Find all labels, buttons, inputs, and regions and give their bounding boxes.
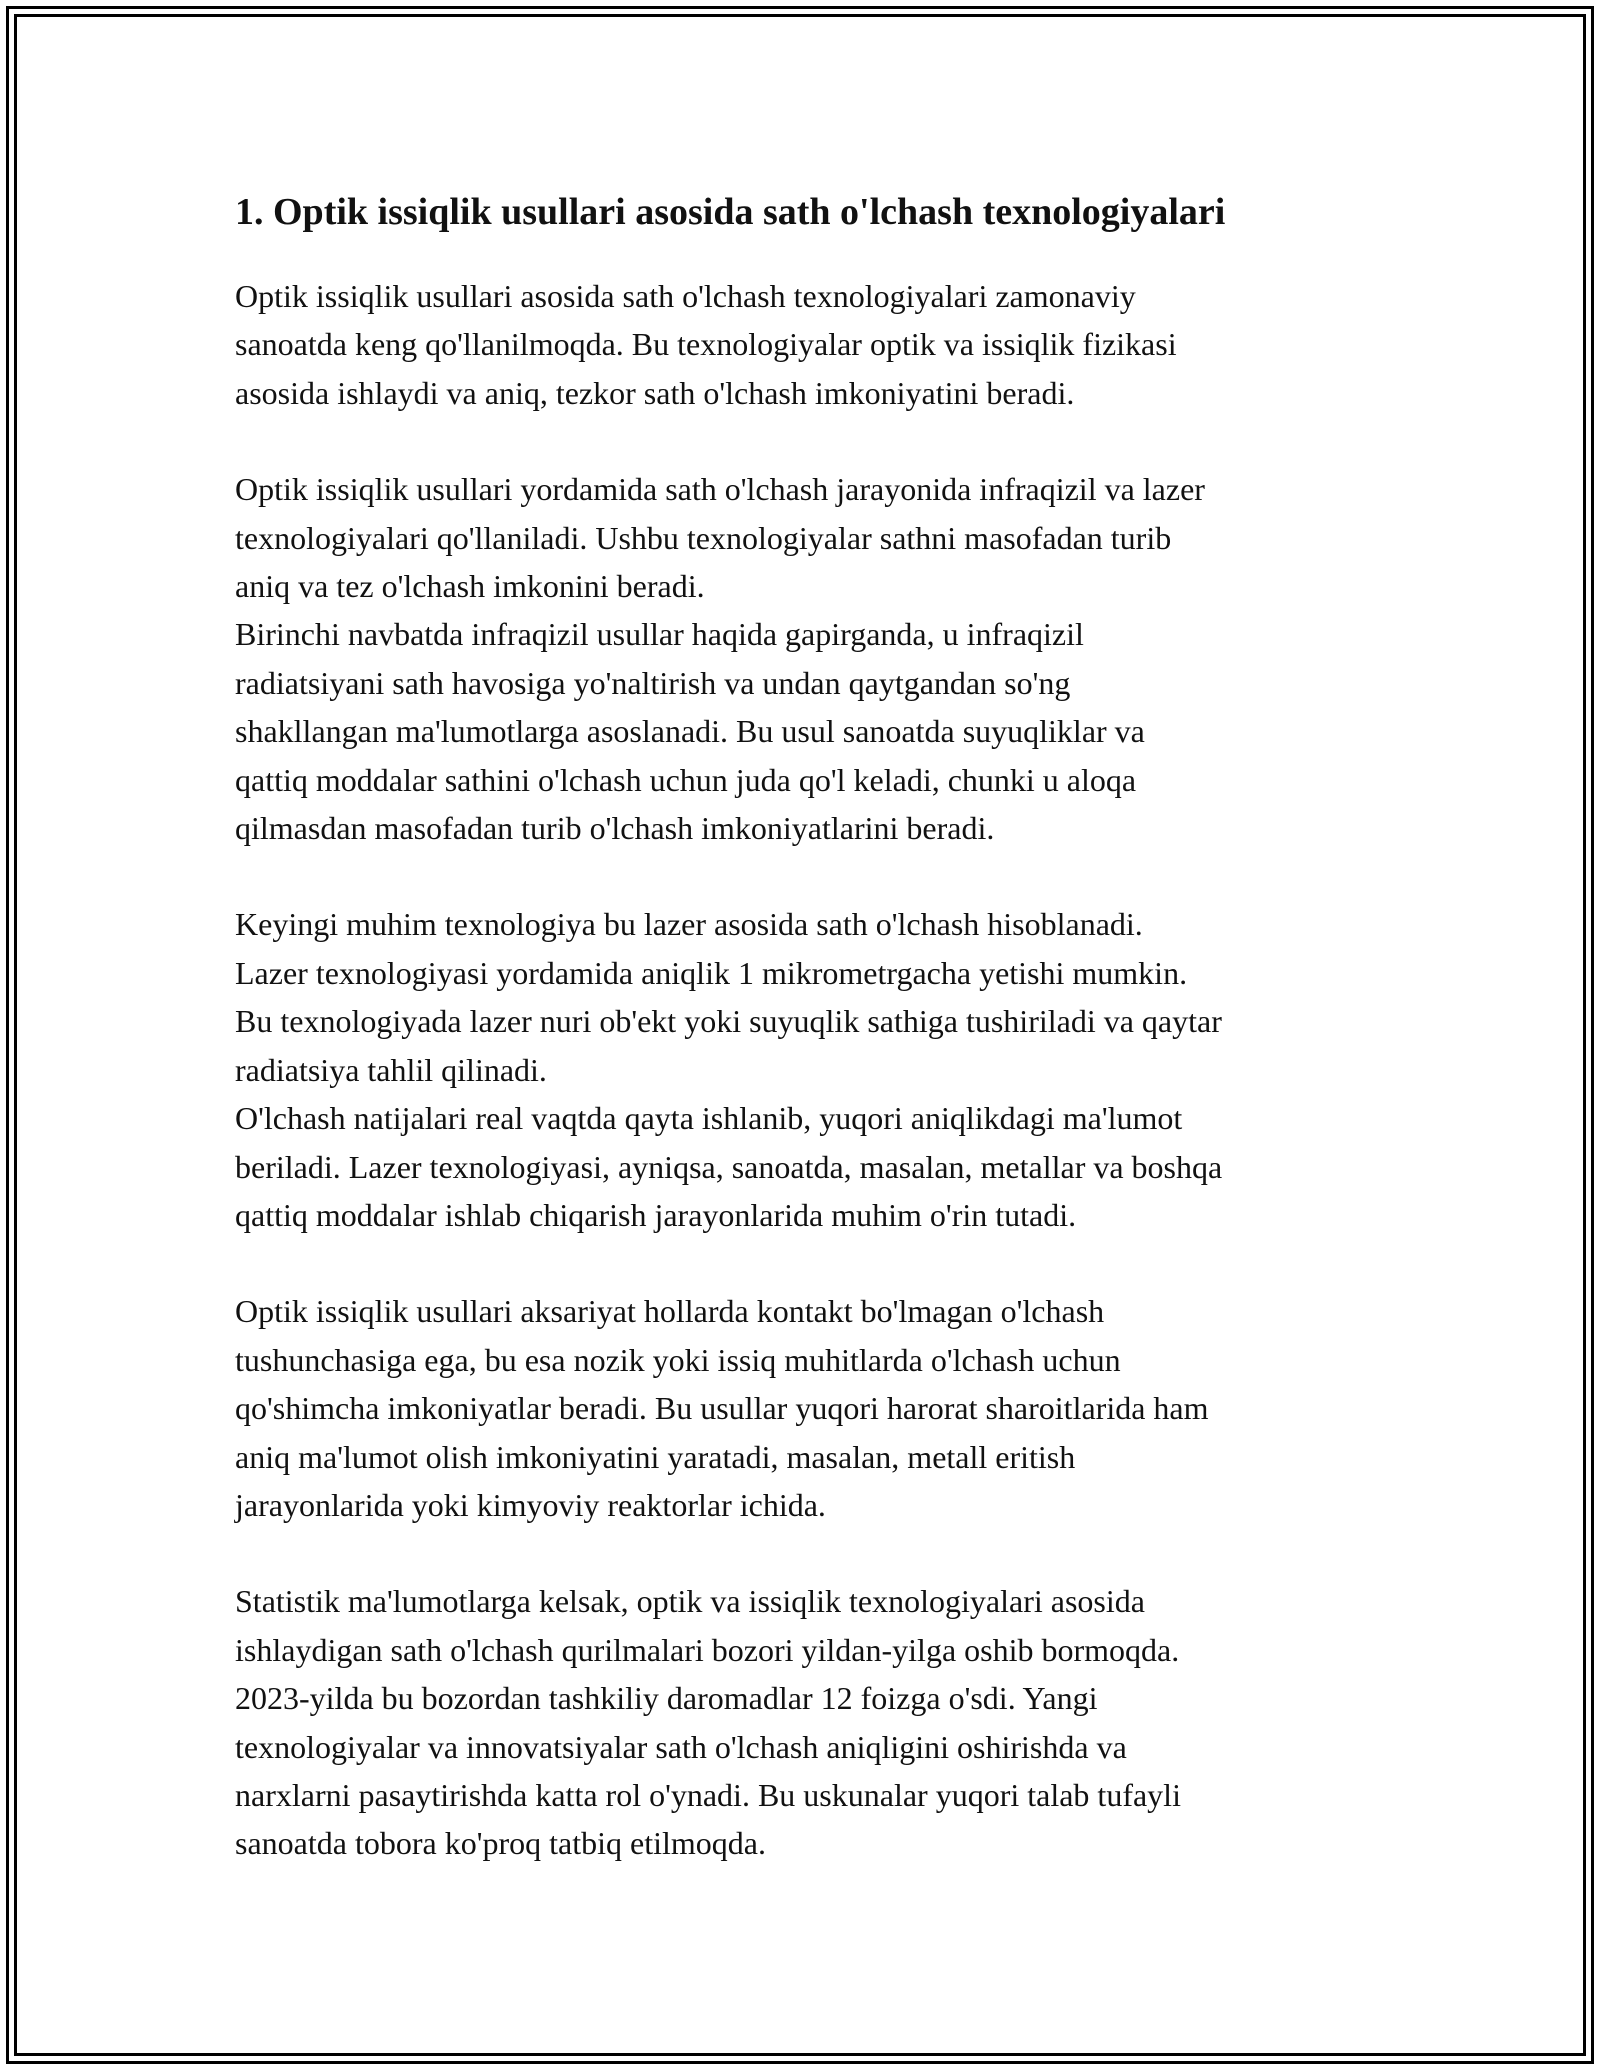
- paragraph-contactless: Optik issiqlik usullari aksariyat hollarda kontakt bo'lmagan o'lchash tushunchasiga ega, bu esa nozik yoki issiq muhitlarda o'lchash uchun qo'shimcha imkoniyatlar beradi. Bu usullar yuqori harorat sharoitlarida ham aniq ma'lumot olish imkoniyatini yaratadi, masalan, metall eritish jarayonlarida yoki kimyoviy reaktorlar ichida.: [235, 1293, 1209, 1523]
- section-heading: 1. Optik issiqlik usullari asosida sath o'lchash texnologiyalari: [235, 191, 1226, 233]
- paragraph-methods: Optik issiqlik usullari yordamida sath o'lchash jarayonida infraqizil va lazer texnologiyalari qo'llaniladi. Ushbu texnologiyalar sathni masofadan turib aniq va tez o'lchash imkonini beradi.: [235, 471, 1205, 605]
- paragraph-intro: Optik issiqlik usullari asosida sath o'lchash texnologiyalari zamonaviy sanoatda keng qo'llanilmoqda. Bu texnologiyalar optik va issiqlik fizikasi asosida ishlaydi va aniq, tezkor sath o'lchash imkoniyatini beradi.: [235, 278, 1177, 411]
- paragraph-laser: Keyingi muhim texnologiya bu lazer asosida sath o'lchash hisoblanadi. Lazer texnologiyasi yordamida aniqlik 1 mikrometrgacha yetishi mumkin. Bu texnologiyada lazer nuri ob'ekt yoki suyuqlik sathiga tushiriladi va qaytar radiatsiya tahlil qilinadi.: [235, 906, 1222, 1088]
- paragraph-infrared: Birinchi navbatda infraqizil usullar haqida gapirganda, u infraqizil radiatsiyani sath havosiga yo'naltirish va undan qaytgandan so'ng shakllangan ma'lumotlarga asoslanadi. Bu usul sanoatda suyuqliklar va qattiq moddalar sathini o'lchash uchun juda qo'l keladi, chunki u aloqa qilmasdan masofadan turib o'lchash imkoniyatlarini beradi.: [235, 616, 1145, 847]
- document-body: [235, 182, 1385, 1868]
- paragraph-statistics: Statistik ma'lumotlarga kelsak, optik va issiqlik texnologiyalari asosida ishlaydigan sath o'lchash qurilmalari bozori yildan-yilga oshib bormoqda. 2023-yilda bu bozordan tashkiliy daromadlar 12 foizga o'sdi. Yangi texnologiyalar va innovatsiyalar sath o'lchash aniqligini oshirishda va narxlarni pasaytirishda katta rol o'ynadi. Bu uskunalar yuqori talab tufayli sanoatda tobora ko'proq tatbiq etilmoqda.: [235, 1583, 1181, 1862]
- paragraph-results: O'lchash natijalari real vaqtda qayta ishlanib, yuqori aniqlikdagi ma'lumot beriladi. Lazer texnologiyasi, ayniqsa, sanoatda, masalan, metallar va boshqa qattiq moddalar ishlab chiqarish jarayonlarida muhim o'rin tutadi.: [235, 1100, 1223, 1233]
